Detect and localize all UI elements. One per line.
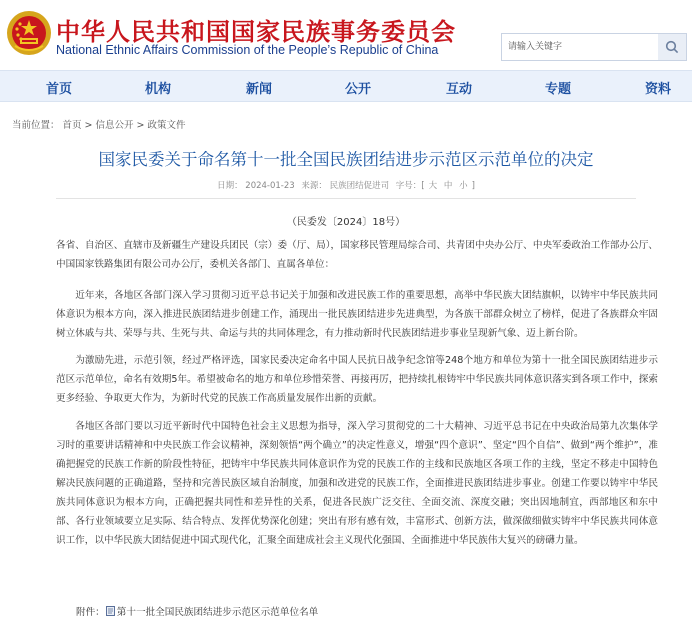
search-box [501, 33, 687, 61]
nav-item-organization[interactable]: 机构 [145, 82, 172, 97]
nav-item-news[interactable]: 新闻 [246, 82, 273, 97]
breadcrumb-item-home[interactable]: 首页 [62, 120, 82, 131]
nav-item-interaction[interactable]: 互动 [446, 82, 473, 97]
article-paragraph-addressees: 各省、自治区、直辖市及新疆生产建设兵团民（宗）委（厅、局），国家移民管理局综合司、共青团中央办公厅、中央军委政治工作部办公厅、中国国家铁路集团有限公司办公厅，委机关各部门、直属各单位： [56, 240, 658, 270]
attachment-icon [106, 606, 115, 616]
breadcrumb-item-policy[interactable]: 政策文件 [147, 120, 186, 131]
main-nav [0, 70, 692, 102]
font-size-label: 字号：[ [395, 181, 425, 191]
article-source: 来源： 民族团结促进司 [301, 181, 390, 191]
attachment [76, 604, 318, 618]
article-paragraph: 近年来，各地区各部门深入学习贯彻习近平总书记关于加强和改进民族工作的重要思想，高举中华民族大团结旗帜，以铸牢中华民族共同体意识为根本方向，深入推进民族团结进步创建工作，涌现出一批民族团结进步先进典型，为各族干部群众树立了榜样，促进了各族群众牢固树立休戚与共、荣辱与共、生死与共、命运与共的共同体理念，有力推动新时代民族团结进步事业呈现新气象、迈上新台阶。 [56, 290, 658, 339]
article-paragraph: 为激励先进，示范引领，经过严格评选，国家民委决定命名中国人民抗日战争纪念馆等248个地方和单位为第十一批全国民族团结进步示范区示范单位，命名有效期5年。希望被命名的地方和单位珍惜荣誉、再接再厉，把持续扎根铸牢中华民族共同体意识落实到各项工作中，探索更多经验、争取更大作为，为新时代党的民族工作高质量发展作出新的贡献。 [56, 355, 658, 404]
site-title-cn: 中华人民共和国国家民族事务委员会 [56, 18, 456, 46]
search-button[interactable] [658, 34, 686, 60]
meta-divider [56, 198, 636, 199]
article-paragraph: 各地区各部门要以习近平新时代中国特色社会主义思想为指导，深入学习贯彻党的二十大精神、习近平总书记在中央政治局第九次集体学习时的重要讲话精神和中央民族工作会议精神，深刻领悟“两个确立”的决定性意义，增强“四个意识”、坚定“四个自信”、做到“两个维护”，准确把握党的民族工作新的阶段性特征，把铸牢中华民族共同体意识作为党的民族工作的主线和民族地区各项工作的主线，坚定不移走中国特色解决民族问题的正确道路，坚持和完善民族区域自治制度，加强和改进党的民族工作，全面推进民族团结进步事业。创建工作要以铸牢中华民族共同体意识为根本方向，正确把握共同性和差异性的关系，促进各民族广泛交往、全面交流、深度交融；突出因地制宜，西部地区和东中部、各行业领域要立足实际、结合特点、发挥优势深化创建；突出有形有感有效，丰富形式、创新方法，做深做细做实铸牢中华民族共同体意识工作，以中华民族大团结促进中国式现代化，汇聚全面建成社会主义现代化强国、全面推进中华民族伟大复兴的磅礴力量。 [56, 421, 658, 546]
site-title-en: National Ethnic Affairs Commission of the People’s Republic of China [56, 43, 439, 57]
font-size-bracket: ] [471, 181, 475, 191]
national-emblem-icon[interactable] [6, 10, 52, 56]
article-meta [0, 179, 692, 191]
document-number: （民委发〔2024〕18号） [286, 217, 406, 228]
article-date: 日期： 2024-01-23 [217, 181, 295, 191]
font-size-large-button[interactable]: 大 [428, 181, 438, 191]
attachment-link[interactable]: 第十一批全国民族团结进步示范区示范单位名单 [116, 607, 319, 618]
article-title: 国家民委关于命名第十一批全国民族团结进步示范区示范单位的决定 [98, 150, 594, 169]
font-size-medium-button[interactable]: 中 [443, 181, 453, 191]
font-size-small-button[interactable]: 小 [459, 181, 468, 191]
nav-item-home[interactable]: 首页 [46, 82, 73, 97]
search-icon [665, 40, 679, 54]
breadcrumb-item-info-public[interactable]: 信息公开 [95, 120, 134, 131]
breadcrumb [12, 117, 189, 131]
breadcrumb-prefix: 当前位置： [12, 120, 60, 131]
site-header [0, 0, 692, 68]
attachment-label: 附件： [76, 607, 105, 618]
nav-item-resources[interactable]: 资料 [645, 82, 672, 97]
nav-item-public[interactable]: 公开 [345, 82, 372, 97]
breadcrumb-separator: > [136, 120, 145, 131]
search-input[interactable] [508, 38, 658, 56]
nav-item-topics[interactable]: 专题 [545, 82, 572, 97]
breadcrumb-separator: > [84, 120, 93, 131]
